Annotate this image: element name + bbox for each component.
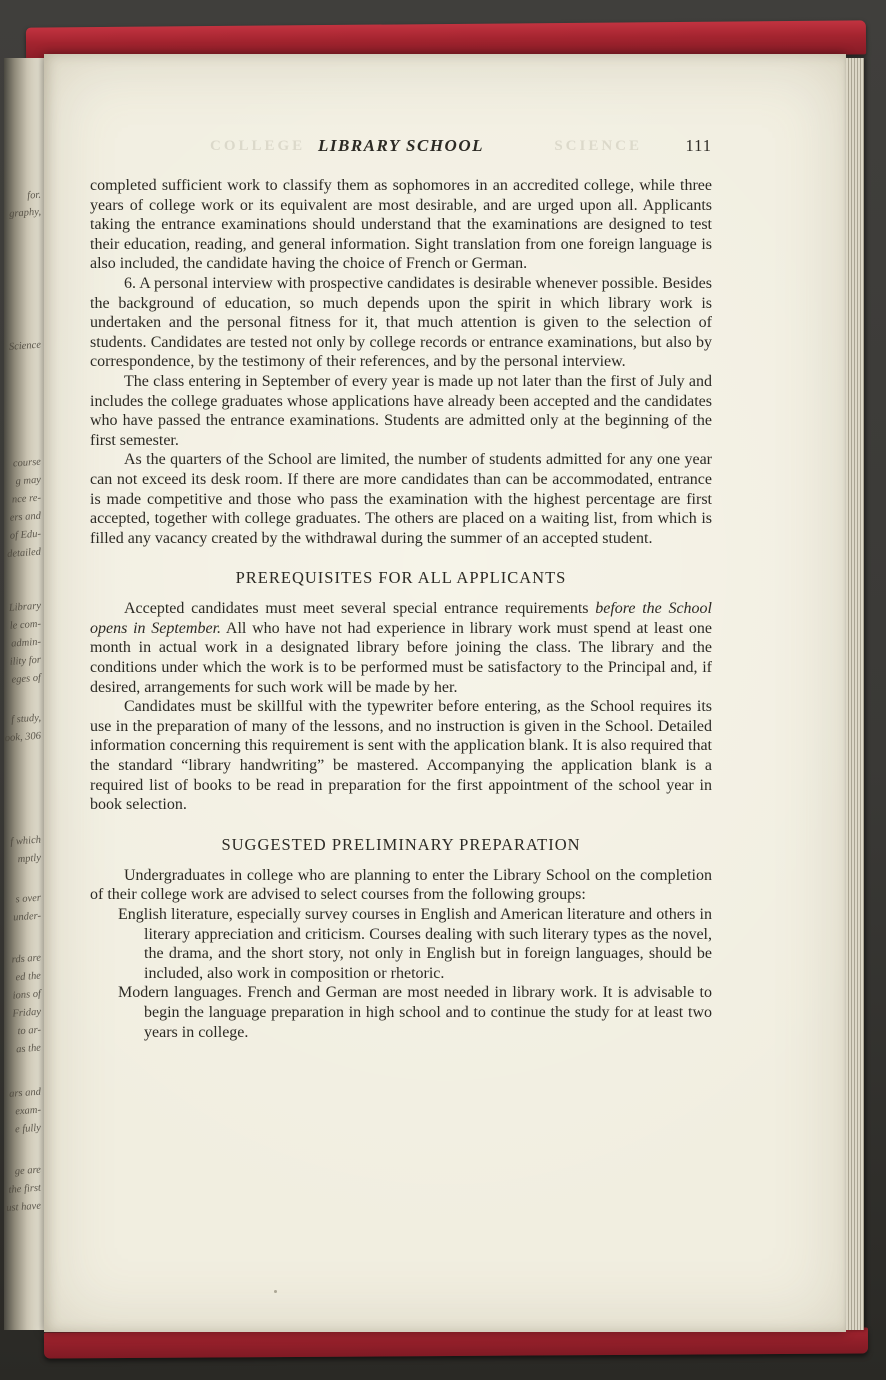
edge-fragment: g may	[15, 474, 42, 488]
edge-fragment: ust have	[5, 1200, 42, 1215]
course-group-english-literature: English literature, especially survey courses in English and American literature and others in literary appreciation and criticism. Courses dealing with such literary types as the novel, the drama, and the short story, not only in English but in foreign languages, should be included, also work in composition or rhetoric.	[118, 906, 712, 982]
edge-fragment: to ar-	[17, 1024, 42, 1038]
edge-fragment: under-	[12, 910, 42, 924]
edge-fragment: the first	[8, 1182, 42, 1196]
edge-fragment: e fully	[14, 1122, 42, 1136]
edge-fragment: of Edu-	[9, 528, 42, 542]
left-page-edges	[4, 58, 44, 1330]
edge-fragment: ers and	[9, 510, 42, 524]
body-text	[90, 176, 712, 1042]
book-cover-bottom-edge	[44, 1327, 868, 1358]
edge-fragment: ed the	[15, 970, 42, 984]
edge-fragment: nce re-	[11, 492, 42, 506]
paragraph: As the quarters of the School are limited, the number of students admitted for any one year can not exceed its desk room. If there are more candidates than can be accommodated, entrance is made competitive and those who pass the examination with the highest percentage are first accepted, together with college graduates. The others are placed on a waiting list, from which is filled any vacancy created by the withdrawal during the summer of an accepted student.	[90, 451, 712, 547]
section-heading-prerequisites: PREREQUISITES FOR ALL APPLICANTS	[235, 568, 567, 588]
right-page-edges	[846, 58, 864, 1330]
edge-fragment: graphy,	[8, 206, 42, 220]
page-title: LIBRARY SCHOOL	[317, 136, 484, 155]
edge-fragment: f study,	[10, 712, 42, 726]
section-heading-preparation: SUGGESTED PRELIMINARY PREPARATION	[221, 834, 581, 854]
edge-fragment: s over	[15, 892, 42, 906]
edge-fragment: eges of	[11, 672, 42, 686]
edge-fragment: Science	[8, 339, 42, 353]
edge-fragment: f which	[9, 834, 42, 848]
edge-fragment: exam-	[14, 1104, 42, 1118]
edge-fragment: course	[12, 456, 42, 470]
italic-phrase: before the School opens in September.	[90, 600, 713, 637]
edge-fragment: Library	[8, 600, 42, 614]
edge-fragment: ge are	[14, 1164, 42, 1178]
bleedthrough-ghost-text: COLLEGE	[210, 138, 306, 154]
edge-fragment: ook, 306	[4, 730, 42, 745]
bleedthrough-ghost-text: SCIENCE	[554, 138, 642, 154]
scan-speck	[274, 1290, 277, 1293]
edge-fragment: mptly	[17, 852, 42, 866]
edge-fragment: detailed	[6, 546, 42, 560]
paragraph: Undergraduates in college who are planning to enter the Library School on the completion of their college work are advised to select courses from the following groups:	[90, 866, 712, 904]
edge-fragment: for.	[26, 189, 42, 202]
paragraph-text: Accepted candidates must meet several special entrance requirements	[124, 600, 596, 618]
course-group-modern-languages: Modern languages. French and German are most needed in library work. It is advisable to begin the language preparation in high school and to continue the study for at least two years in college.	[118, 984, 712, 1041]
running-head	[90, 136, 712, 162]
edge-fragment: le com-	[9, 618, 42, 632]
page-number: 111	[685, 136, 712, 155]
edge-fragment: rds are	[11, 952, 42, 966]
paragraph: 6. A personal interview with prospective candidates is desirable whenever possible. Besides the background of education, so much depends upon the spirit in which library work is undertaken and the personal fitness for it, that much attention is given to the selection of students. Candidates are tested not only by college records or entrance examinations, but also by correspondence, by the testimony of their references, and by the personal interview.	[90, 274, 712, 371]
paragraph-text: All who have not had experience in library work must spend at least one month in actual work in a designated library before joining the class. The library and the conditions under which the work is to be performed must be satisfactory to the Principal and, if desired, arrangements for such work will be made by her.	[90, 619, 713, 696]
paragraph: completed sufficient work to classify them as sophomores in an accredited college, while three years of college work or its equivalent are most desirable, and are urged upon all. Applicants taking the entrance examinations should understand that the examinations are designed to test their education, reading, and general information. Sight translation from one foreign language is also included, the candidate having the choice of French or German.	[90, 177, 712, 273]
paragraph: The class entering in September of every year is made up not later than the first of July and includes the college graduates whose applications have already been accepted and the candidates who have passed the entrance examinations. Students are admitted only at the beginning of the first semester.	[90, 372, 712, 449]
page-text-column	[90, 136, 712, 1042]
edge-fragment: as the	[15, 1042, 42, 1056]
edge-fragment: ars and	[8, 1086, 42, 1100]
book-page	[44, 54, 846, 1332]
paragraph: Candidates must be skillful with the typewriter before entering, as the School requires its use in the preparation of many of the lessons, and no instruction is given in the School. Detailed information concerning this requirement is sent with the application blank. It is also required that the standard “library handwriting” be mastered. Accompanying the application blank is a required list of books to be read in preparation for the first appointment of the school year in book selection.	[90, 698, 712, 814]
edge-fragment: admin-	[10, 636, 42, 650]
edge-fragment: Friday	[12, 1006, 42, 1020]
edge-fragment: ions of	[12, 988, 42, 1002]
paragraph	[90, 599, 712, 697]
edge-fragment: ility for	[9, 654, 42, 668]
